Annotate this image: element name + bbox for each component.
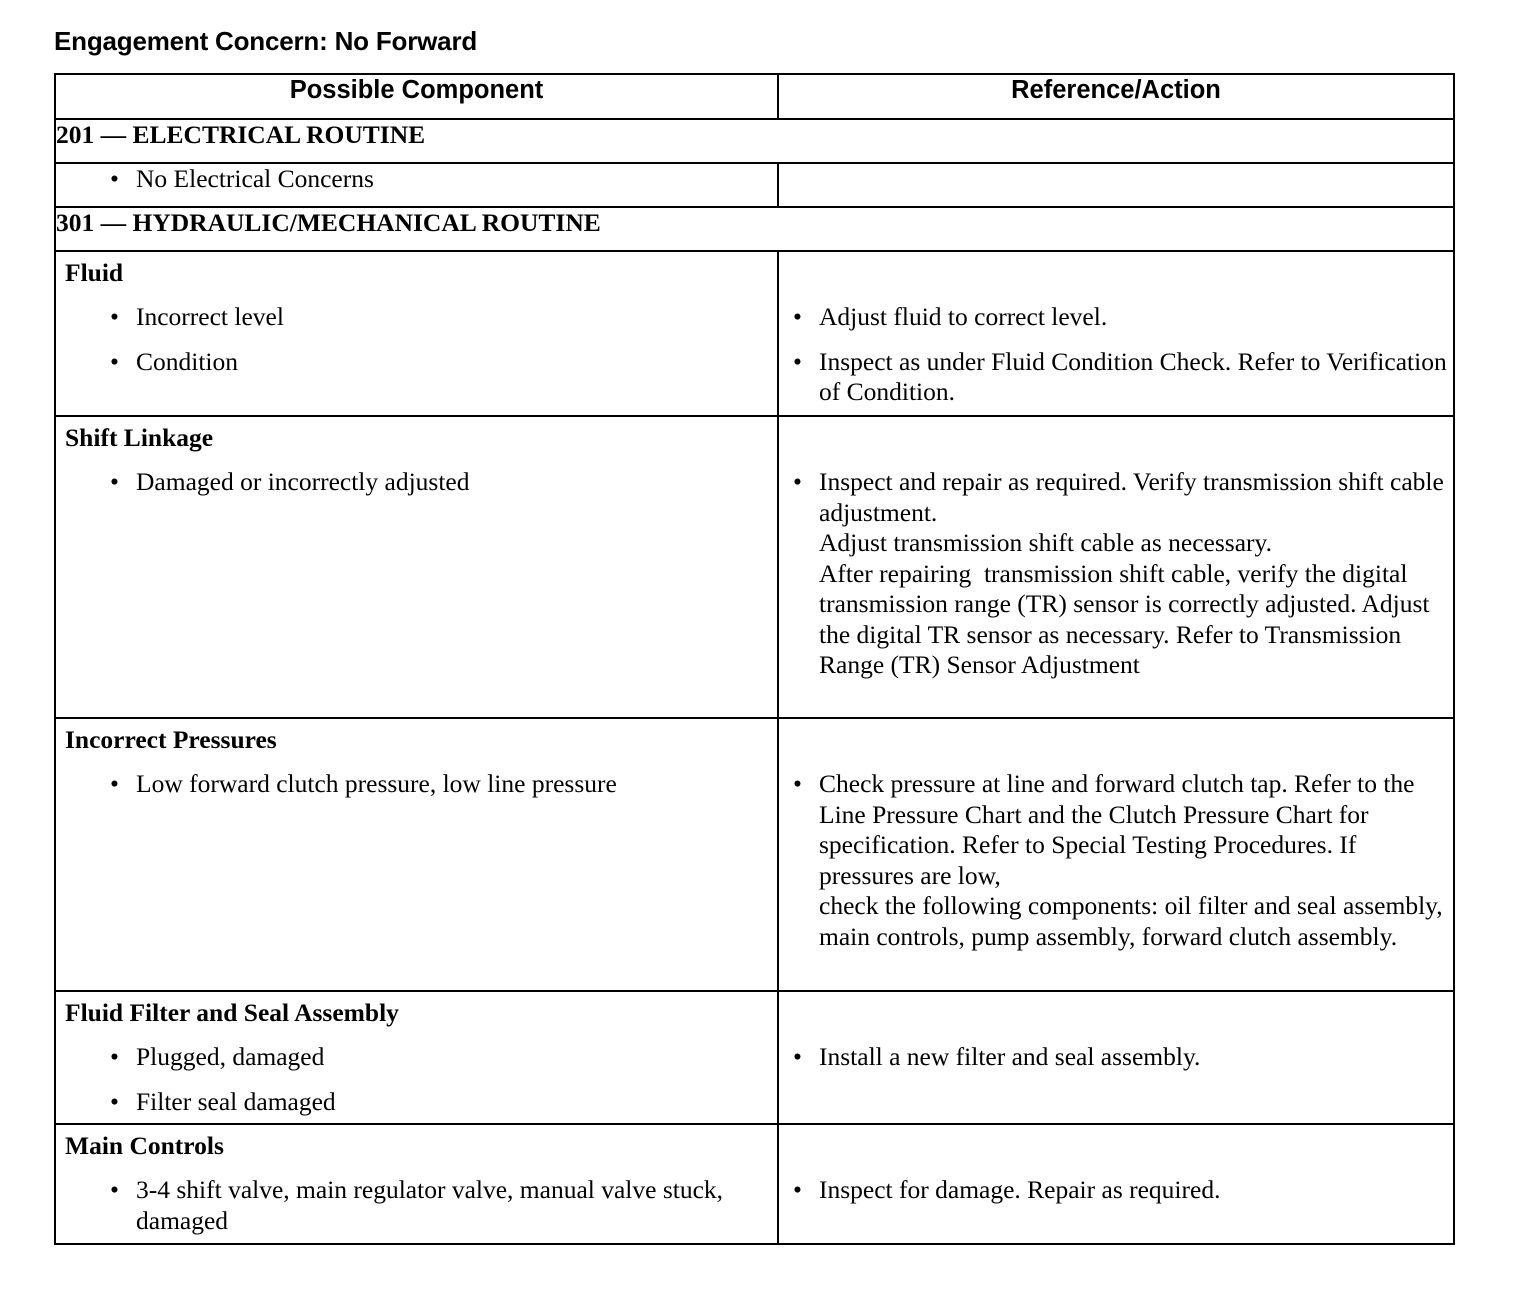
bullet: •: [110, 467, 119, 496]
action-cell: [778, 991, 1454, 1124]
bullet: •: [110, 769, 119, 798]
component-cell: [55, 251, 778, 416]
component-cell: [55, 991, 778, 1124]
item-text: Damaged or incorrectly adjusted: [136, 467, 470, 496]
component-title: Fluid Filter and Seal Assembly: [65, 998, 399, 1027]
section-row-hydraulic: [55, 207, 1454, 251]
bullet: •: [793, 302, 802, 331]
list-item: [56, 467, 777, 498]
bullet: •: [110, 346, 119, 376]
table-row-filter-seal: [55, 991, 1454, 1124]
bullet: •: [793, 1175, 802, 1204]
table-row-incorrect-pressures: [55, 718, 1454, 991]
diagnosis-table: [54, 73, 1455, 1245]
item-text: Incorrect level: [136, 302, 284, 331]
item-text: Plugged, damaged: [136, 1042, 325, 1071]
action-text: Inspect as under Fluid Condition Check. Refer to Verification of Condition.: [819, 346, 1447, 406]
list-item: [779, 1175, 1453, 1206]
list-item: [56, 1175, 777, 1236]
bullet: •: [793, 769, 802, 798]
action-text: Inspect and repair as required. Verify transmission shift cable adjustment. Adjust transmission shift cable as necessary. After repairing transmission shift cable, verify the digital transmission range (TR) sensor is correctly adjusted. Adjust the digital TR sensor as necessary. Refer to Transmission Range (TR) Sensor Adjustment: [819, 467, 1444, 679]
component-cell: [55, 718, 778, 991]
action-cell: [778, 718, 1454, 991]
action-text: Inspect for damage. Repair as required.: [819, 1175, 1221, 1204]
table-row-fluid: [55, 251, 1454, 416]
list-item: [56, 1042, 777, 1073]
bullet: •: [110, 1175, 119, 1204]
list-item: [779, 1042, 1453, 1073]
item-text: 3-4 shift valve, main regulator valve, manual valve stuck, damaged: [136, 1175, 724, 1235]
bullet: •: [793, 467, 802, 496]
page-title: Engagement Concern: No Forward: [54, 26, 478, 56]
list-item: [56, 347, 777, 378]
table-row-main-controls: [55, 1124, 1454, 1244]
action-cell: [778, 416, 1454, 718]
action-cell: [778, 251, 1454, 416]
action-text: Install a new filter and seal assembly.: [819, 1042, 1201, 1071]
list-item: [779, 467, 1453, 681]
list-item: [779, 347, 1453, 408]
component-cell: [55, 163, 778, 207]
section-heading: 201 — ELECTRICAL ROUTINE: [55, 119, 1454, 163]
column-header-action: Reference/Action: [778, 74, 1454, 119]
bullet: •: [110, 302, 119, 331]
section-row-electrical: [55, 119, 1454, 163]
action-text: Adjust fluid to correct level.: [819, 302, 1108, 331]
component-title: Shift Linkage: [65, 423, 214, 452]
bullet: •: [793, 1042, 802, 1071]
bullet: •: [110, 1042, 119, 1071]
bullet: •: [110, 1086, 119, 1116]
list-item: [56, 164, 777, 195]
component-title: Main Controls: [65, 1131, 224, 1160]
section-heading: 301 — HYDRAULIC/MECHANICAL ROUTINE: [55, 207, 1454, 251]
table-row-shift-linkage: [55, 416, 1454, 718]
action-text: Check pressure at line and forward clutch tap. Refer to the Line Pressure Chart and the Clutch Pressure Chart for specification. Refer to Special Testing Procedures. If pressures are low, check the following components: oil filter and seal assembly, main controls, pump assembly, forward clutch assembly.: [819, 769, 1443, 951]
action-cell: [778, 163, 1454, 207]
bullet: •: [110, 164, 119, 193]
action-cell: [778, 1124, 1454, 1244]
column-header-component: Possible Component: [55, 74, 778, 119]
list-item: [56, 769, 777, 800]
list-item: [56, 302, 777, 333]
list-item: [779, 302, 1453, 333]
item-text: No Electrical Concerns: [136, 164, 374, 193]
table-row: [55, 163, 1454, 207]
bullet: •: [793, 346, 802, 376]
table-header-row: [55, 74, 1454, 119]
list-item: [56, 1087, 777, 1118]
item-text: Condition: [136, 346, 239, 376]
item-text: Low forward clutch pressure, low line pressure: [136, 769, 617, 798]
component-title: Incorrect Pressures: [65, 725, 277, 754]
component-cell: [55, 416, 778, 718]
list-item: [779, 769, 1453, 952]
component-title: Fluid: [65, 258, 124, 287]
component-cell: [55, 1124, 778, 1244]
item-text: Filter seal damaged: [136, 1086, 336, 1116]
